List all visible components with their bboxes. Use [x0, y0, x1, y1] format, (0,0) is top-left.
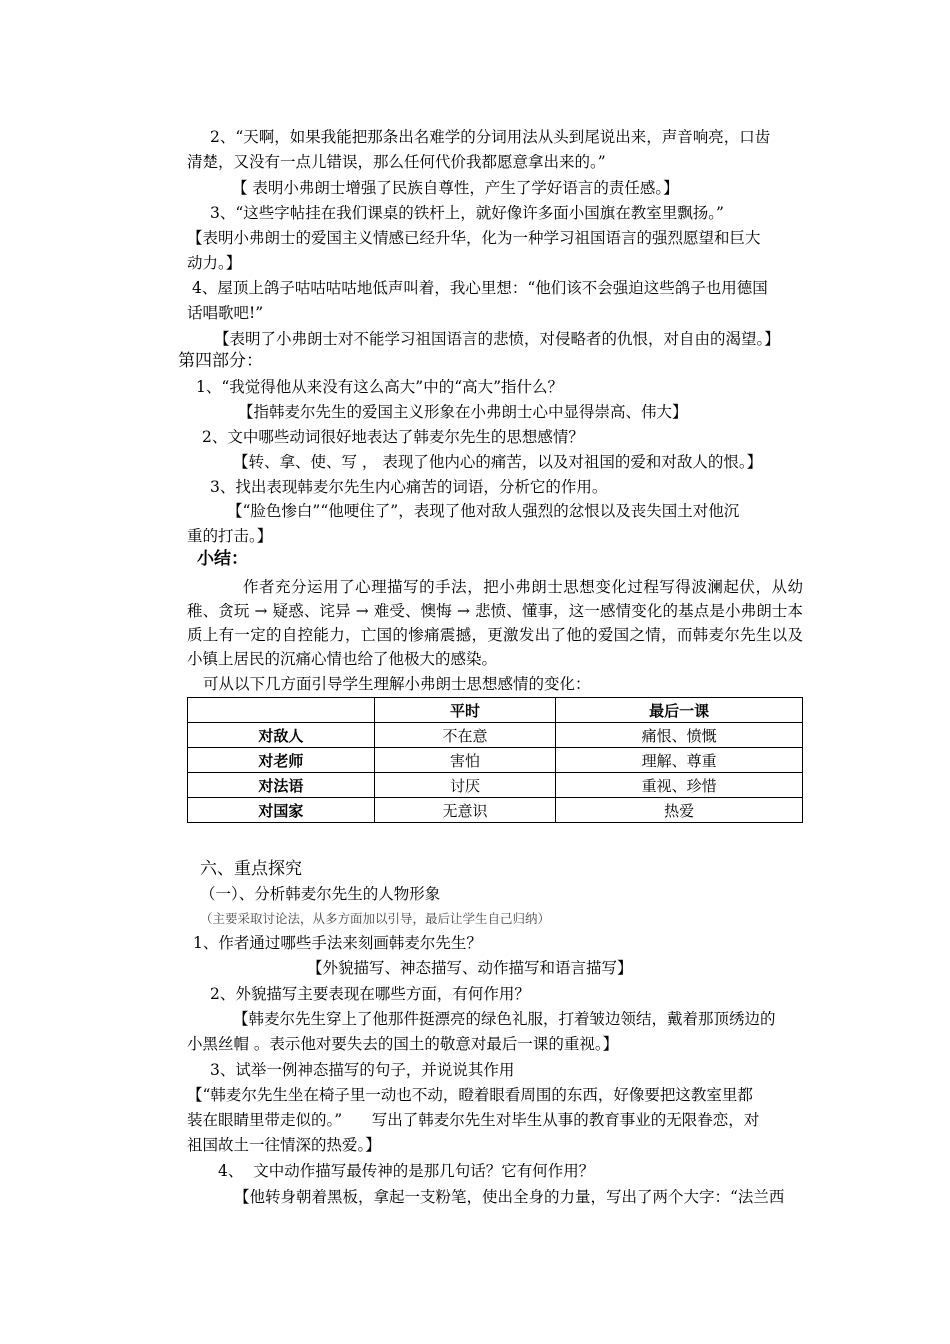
table-cell: 无意识: [374, 798, 556, 823]
part3-q4-line2: 话唱歌吧!”: [187, 304, 264, 322]
part4-q3-answer2: 重的打击。】: [187, 527, 273, 545]
table-row-label: 对老师: [188, 748, 375, 773]
part4-q1-question: 1、“我觉得他从来没有这么高大”中的“高大”指什么？: [196, 378, 564, 396]
table-row: [188, 773, 803, 798]
part6-q2-answer2: 小黑丝帽 。表示他对要失去的国土的敬意对最后一课的重视。】: [187, 1035, 619, 1053]
part6-q1-answer: 【外貌描写、神态描写、动作描写和语言描写】: [307, 959, 633, 977]
part6-q2-answer1: 【韩麦尔先生穿上了他那件挺漂亮的绿色礼服，打着皱边领结，戴着那顶绣边的: [233, 1010, 776, 1028]
part4-q2-question: 2、文中哪些动词很好地表达了韩麦尔先生的思想感情？: [202, 428, 584, 446]
table-row-label: 对国家: [188, 798, 375, 823]
part6-q1-question: 1、作者通过哪些手法来刻画韩麦尔先生？: [193, 934, 482, 952]
part6-q4-answer1: 【他转身朝着黑板，拿起一支粉笔，使出全身的力量，写出了两个大字：“法兰西: [234, 1188, 785, 1206]
table-cell: 讨厌: [374, 773, 556, 798]
table-cell: 痛恨、愤慨: [556, 723, 803, 748]
part3-q2-line1: 2、“天啊，如果我能把那条出名难学的分词用法从头到尾说出来，声音响亮，口齿: [210, 128, 771, 146]
part6-q3-answer2: 装在眼睛里带走似的。” 写出了韩麦尔先生对毕生从事的教育事业的无限眷恋，对: [187, 1111, 760, 1129]
table-header-row: [188, 698, 803, 723]
part6-q2-question: 2、外貌描写主要表现在哪些方面，有何作用？: [210, 985, 530, 1003]
part3-q3-answer2: 动力。】: [187, 254, 242, 272]
part3-q2-line2: 清楚，又没有一点儿错误，那么任何代价我都愿意拿出来的。”: [187, 153, 606, 171]
part6-sub1: （一）、分析韩麦尔先生的人物形象: [200, 885, 441, 903]
table-cell: 害怕: [374, 748, 556, 773]
table-row-label: 对敌人: [188, 723, 375, 748]
table-row: [188, 723, 803, 748]
table-header-cell: 平时: [374, 698, 556, 723]
table-row-label: 对法语: [188, 773, 375, 798]
table-row: [188, 748, 803, 773]
part6-q3-answer3: 祖国故土一往情深的热爱。】: [187, 1136, 381, 1154]
table-intro: 可从以下几方面引导学生理解小弗朗士思想感情的变化：: [203, 675, 591, 693]
summary-paragraph: 作者充分运用了心理描写的手法，把小弗朗士思想变化过程写得波澜起伏，从幼稚、贪玩 → 疑惑、诧异 → 难受、懊悔 → 悲愤、懂事，这一感情变化的基点是小弗朗士本质上有一定的自控能力，亡国的惨痛震撼，更激发出了他的爱国之情，而韩麦尔先生以及小镇上居民的沉痛心情也给了他极大的感染。: [187, 578, 803, 668]
part6-heading: 六、重点探究: [200, 859, 302, 879]
comparison-table: [187, 697, 803, 823]
part4-q3-answer1: 【“脸色惨白”“他哽住了”，表现了他对敌人强烈的忿恨以及丧失国土对他沉: [227, 502, 740, 520]
part4-heading: 第四部分：: [178, 351, 263, 371]
part4-q1-answer: 【指韩麦尔先生的爱国主义形象在小弗朗士心中显得崇高、伟大】: [238, 403, 688, 421]
table-cell: 不在意: [374, 723, 556, 748]
part4-q3-question: 3、找出表现韩麦尔先生内心痛苦的词语，分析它的作用。: [210, 478, 608, 496]
table-cell: 重视、珍惜: [556, 773, 803, 798]
part3-q2-answer: 【 表明小弗朗士增强了民族自尊性，产生了学好语言的责任感。】: [232, 179, 679, 197]
part3-q3-answer1: 【表明小弗朗士的爱国主义情感已经升华，化为一种学习祖国语言的强烈愿望和巨大: [187, 229, 761, 247]
part6-q3-question: 3、试举一例神态描写的句子，并说说其作用: [210, 1061, 515, 1079]
table-header-cell: [188, 698, 375, 723]
table-cell: 热爱: [556, 798, 803, 823]
table-cell: 理解、尊重: [556, 748, 803, 773]
part6-q3-answer1: 【“韩麦尔先生坐在椅子里一动也不动，瞪着眼看周围的东西，好像要把这教室里都: [187, 1086, 753, 1104]
part4-q2-answer: 【转、拿、使、写 ， 表现了他内心的痛苦，以及对祖国的爱和对敌人的恨。】: [233, 453, 763, 471]
part3-q4-line1: 4、屋顶上鸽子咕咕咕咕地低声叫着，我心里想：“他们该不会强迫这些鸽子也用德国: [192, 279, 768, 297]
table-row: [188, 798, 803, 823]
part6-note: （主要采取讨论法，从多方面加以引导，最后让学生自己归纳）: [200, 911, 551, 926]
summary-heading: 小结：: [197, 549, 248, 569]
part6-q4-question: 4、 文中动作描写最传神的是那几句话？它有何作用？: [218, 1162, 595, 1180]
table-header-cell: 最后一课: [556, 698, 803, 723]
part3-q3-line1: 3、“这些字帖挂在我们课桌的铁杆上，就好像许多面小国旗在教室里飘扬。”: [210, 204, 724, 222]
part3-q4-answer: 【表明了小弗朗士对不能学习祖国语言的悲愤，对侵略者的仇恨，对自由的渴望。】: [214, 330, 780, 348]
